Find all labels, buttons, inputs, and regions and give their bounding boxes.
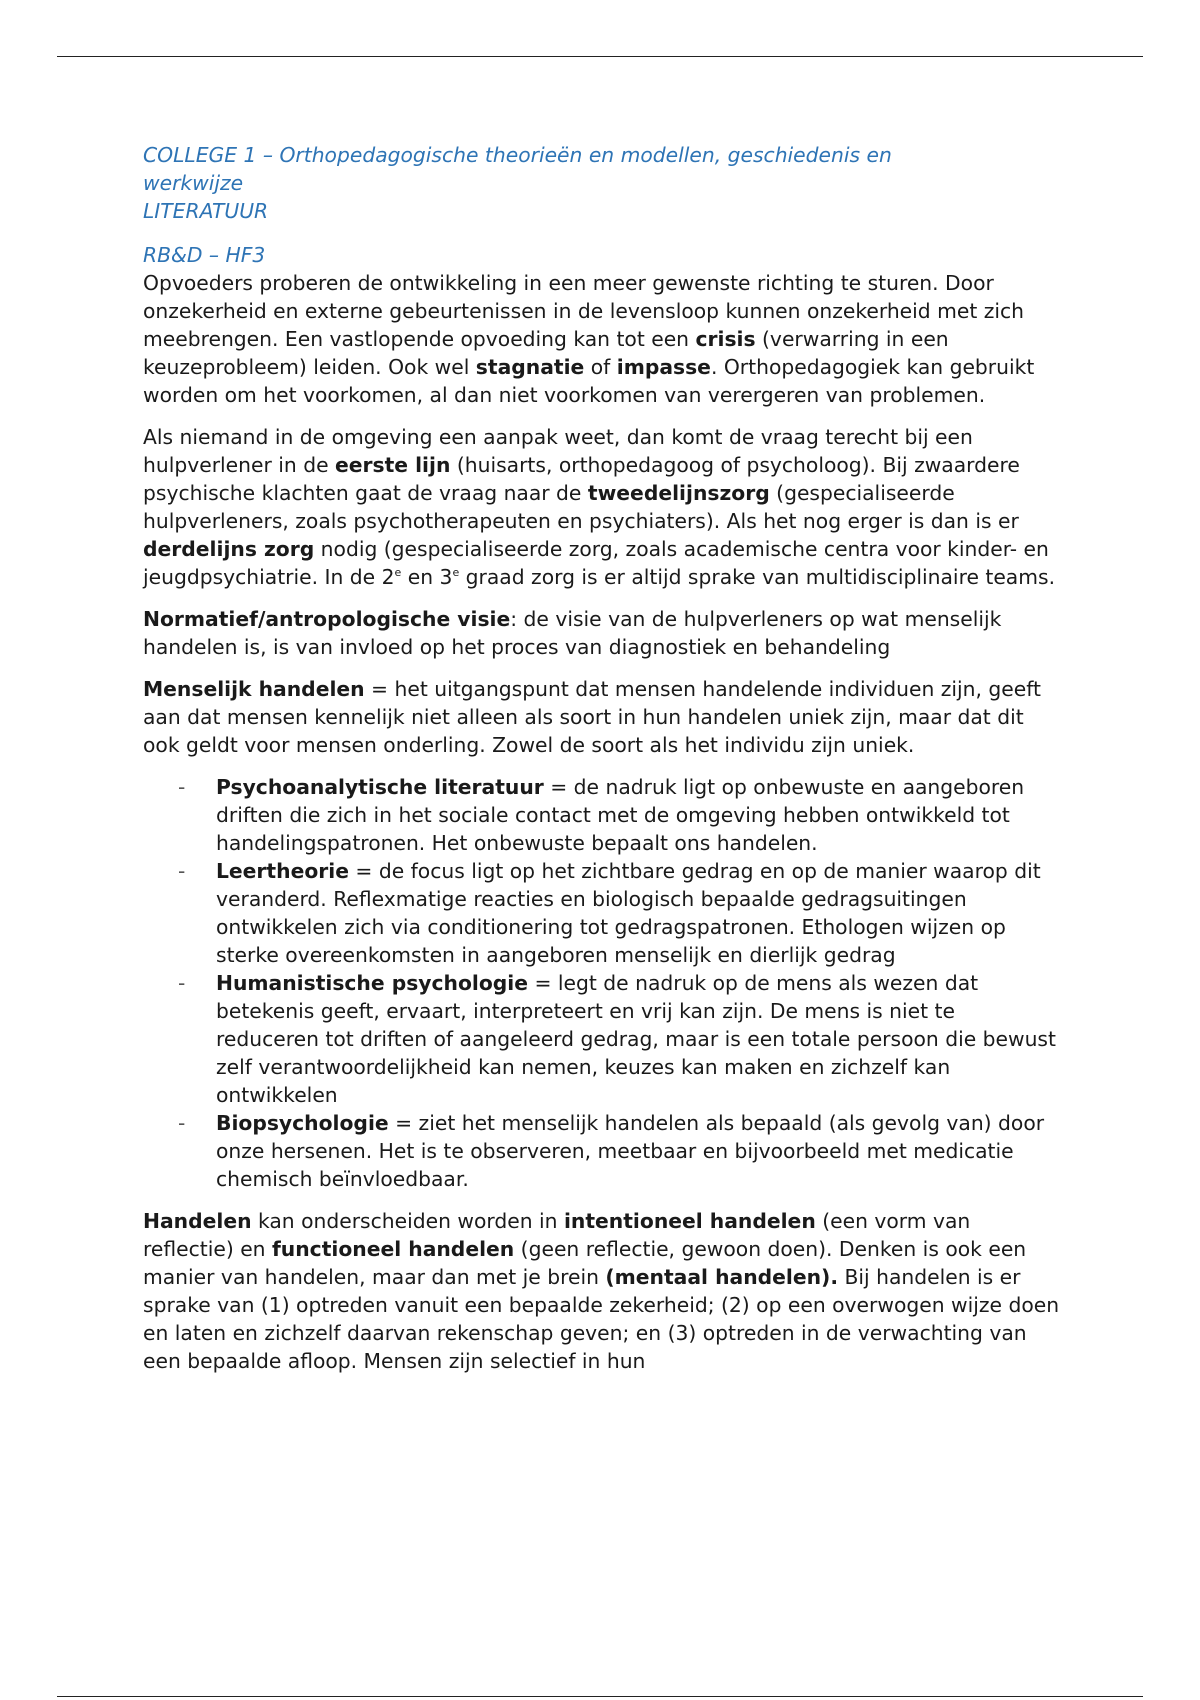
theory-list	[143, 773, 1063, 1193]
paragraph-menselijk-handelen: Menselijk handelen = het uitgangspunt dat mensen handelende individuen zijn, geeft aan dat mensen kennelijk niet alleen als soort in hun handelen uniek zijn, maar dat dit ook geldt voor mensen onderling. Zowel de soort als het individu zijn uniek.	[143, 677, 1041, 757]
subsection-heading: RB&D – HF3	[143, 243, 266, 267]
list-item: - Psychoanalytische literatuur = de nadruk ligt op onbewuste en aangeboren driften die zich in het sociale contact met de omgeving hebben ontwikkeld tot handelingspatronen. Het onbewuste bepaalt ons handelen.	[178, 775, 1025, 855]
college-title: COLLEGE 1 – Orthopedagogische theorieën en modellen, geschiedenis en werkwijze LITERATUUR	[143, 143, 892, 223]
list-item: - Humanistische psychologie = legt de nadruk op de mens als wezen dat betekenis geeft, ervaart, interpreteert en vrij kan zijn. De mens is niet te reduceren tot driften of aangeleerd gedrag, maar is een totale persoon die bewust zelf verantwoordelijkheid kan nemen, keuzes kan maken en zichzelf kan ontwikkelen	[178, 971, 1056, 1107]
list-item: - Leertheorie = de focus ligt op het zichtbare gedrag en op de manier waarop dit veranderd. Reflexmatige reacties en biologisch bepaalde gedragsuitingen ontwikkelen zich via conditionering tot gedragspatronen. Ethologen wijzen op sterke overeenkomsten in aangeboren menselijk en dierlijk gedrag	[178, 859, 1041, 967]
list-item: - Biopsychologie = ziet het menselijk handelen als bepaald (als gevolg van) door onze hersenen. Het is te observeren, meetbaar en bijvoorbeeld met medicatie chemisch beïnvloedbaar.	[178, 1111, 1045, 1191]
section-heading: LITERATUUR	[143, 199, 269, 223]
paragraph-handelen: Handelen kan onderscheiden worden in intentioneel handelen (een vorm van reflectie) en functioneel handelen (geen reflectie, gewoon doen). Denken is ook een manier van handelen, maar dan met je brein (mentaal handelen). Bij handelen is er sprake van (1) optreden vanuit een bepaalde zekerheid; (2) op een overwogen wijze doen en laten en zichzelf daarvan rekenschap geven; en (3) optreden in de verwachting van een bepaalde afloop. Mensen zijn selectief in hun	[143, 1209, 1060, 1373]
document-body	[143, 141, 1063, 1389]
paragraph-normatief: Normatief/antropologische visie: de visie van de hulpverleners op wat menselijk handelen is, is van invloed op het proces van diagnostiek en behandeling	[143, 607, 1002, 659]
paragraph-zorglijnen: Als niemand in de omgeving een aanpak weet, dan komt de vraag terecht bij een hulpverlener in de eerste lijn (huisarts, orthopedagoog of psycholoog). Bij zwaardere psychische klachten gaat de vraag naar de tweedelijnszorg (gespecialiseerde hulpverleners, zoals psychotherapeuten en psychiaters). Als het nog erger is dan is er derdelijns zorg nodig (gespecialiseerde zorg, zoals academische centra voor kinder- en jeugdpsychiatrie. In de 2e en 3e graad zorg is er altijd sprake van multidisciplinaire teams.	[143, 425, 1056, 589]
header-rule	[57, 56, 1143, 57]
paragraph-opvoeding: Opvoeders proberen de ontwikkeling in een meer gewenste richting te sturen. Door onzekerheid en externe gebeurtenissen in de levensloop kunnen onzekerheid met zich meebrengen. Een vastlopende opvoeding kan tot een crisis (verwarring in een keuzeprobleem) leiden. Ook wel stagnatie of impasse. Orthopedagogiek kan gebruikt worden om het voorkomen, al dan niet voorkomen van verergeren van problemen.	[143, 271, 1035, 407]
footer-rule	[57, 1696, 1143, 1697]
